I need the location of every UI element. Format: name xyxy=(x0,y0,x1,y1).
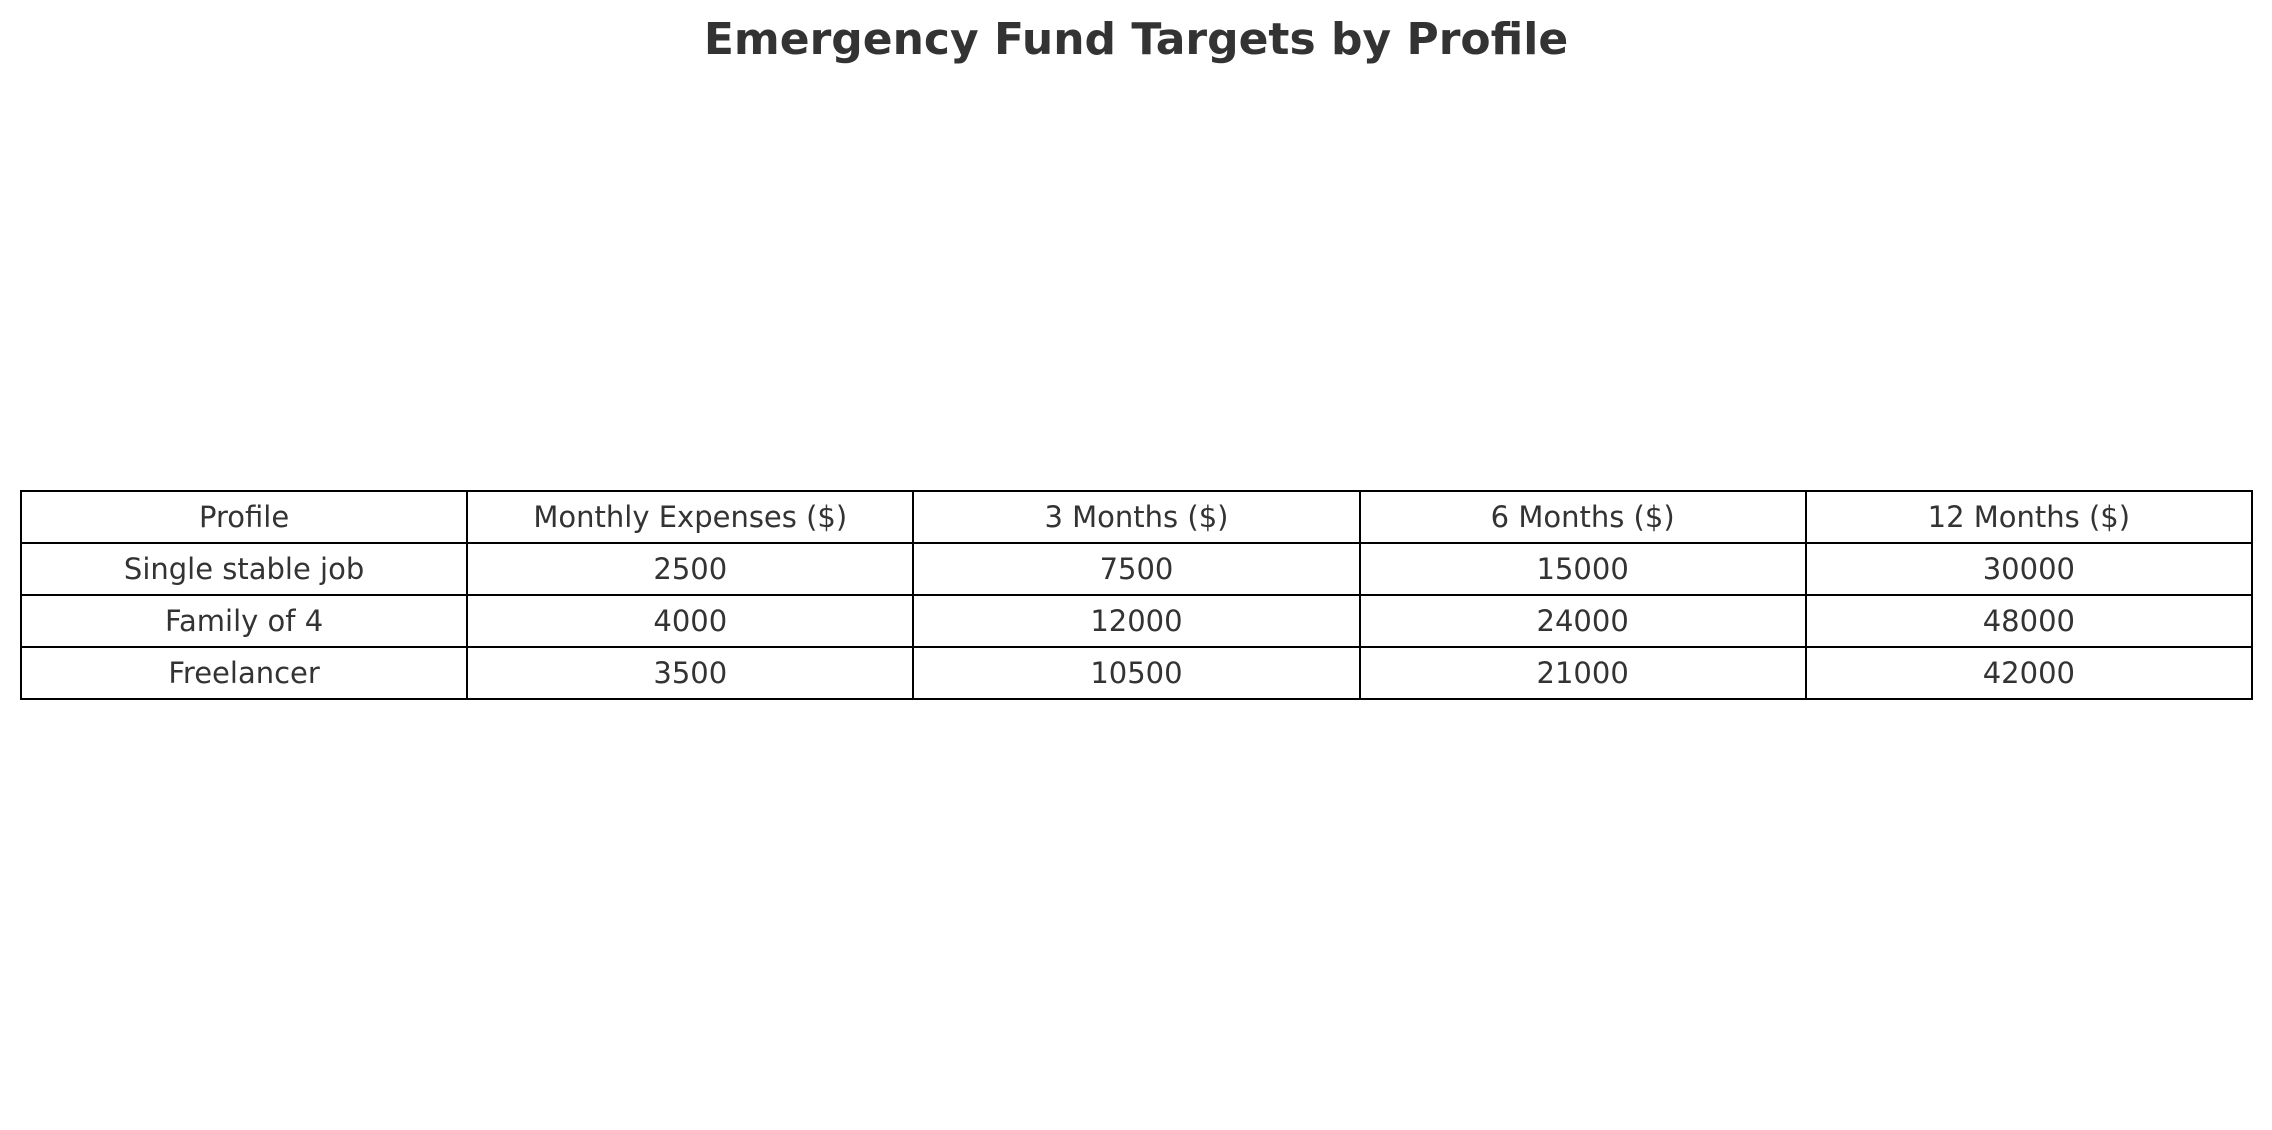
header-cell-6-months: 6 Months ($) xyxy=(1360,491,1806,543)
table-row xyxy=(21,647,2252,699)
table-cell: 3500 xyxy=(467,647,913,699)
table-cell: 15000 xyxy=(1360,543,1806,595)
table-cell: 2500 xyxy=(467,543,913,595)
table-container xyxy=(20,490,2253,700)
table-cell: 24000 xyxy=(1360,595,1806,647)
table-row xyxy=(21,595,2252,647)
table-cell: 4000 xyxy=(467,595,913,647)
header-row xyxy=(21,491,2252,543)
table-cell: Freelancer xyxy=(21,647,467,699)
table-cell: 21000 xyxy=(1360,647,1806,699)
chart-title: Emergency Fund Targets by Profile xyxy=(703,14,1569,65)
table-cell: Single stable job xyxy=(21,543,467,595)
data-table xyxy=(20,490,2253,700)
table-cell: Family of 4 xyxy=(21,595,467,647)
table-cell: 10500 xyxy=(913,647,1359,699)
table-row xyxy=(21,543,2252,595)
table-cell: 30000 xyxy=(1806,543,2252,595)
header-cell-monthly-expenses: Monthly Expenses ($) xyxy=(467,491,913,543)
table-cell: 42000 xyxy=(1806,647,2252,699)
header-cell-3-months: 3 Months ($) xyxy=(913,491,1359,543)
table-cell: 12000 xyxy=(913,595,1359,647)
table-cell: 48000 xyxy=(1806,595,2252,647)
table-cell: 7500 xyxy=(913,543,1359,595)
header-cell-12-months: 12 Months ($) xyxy=(1806,491,2252,543)
header-cell-profile: Profile xyxy=(21,491,467,543)
